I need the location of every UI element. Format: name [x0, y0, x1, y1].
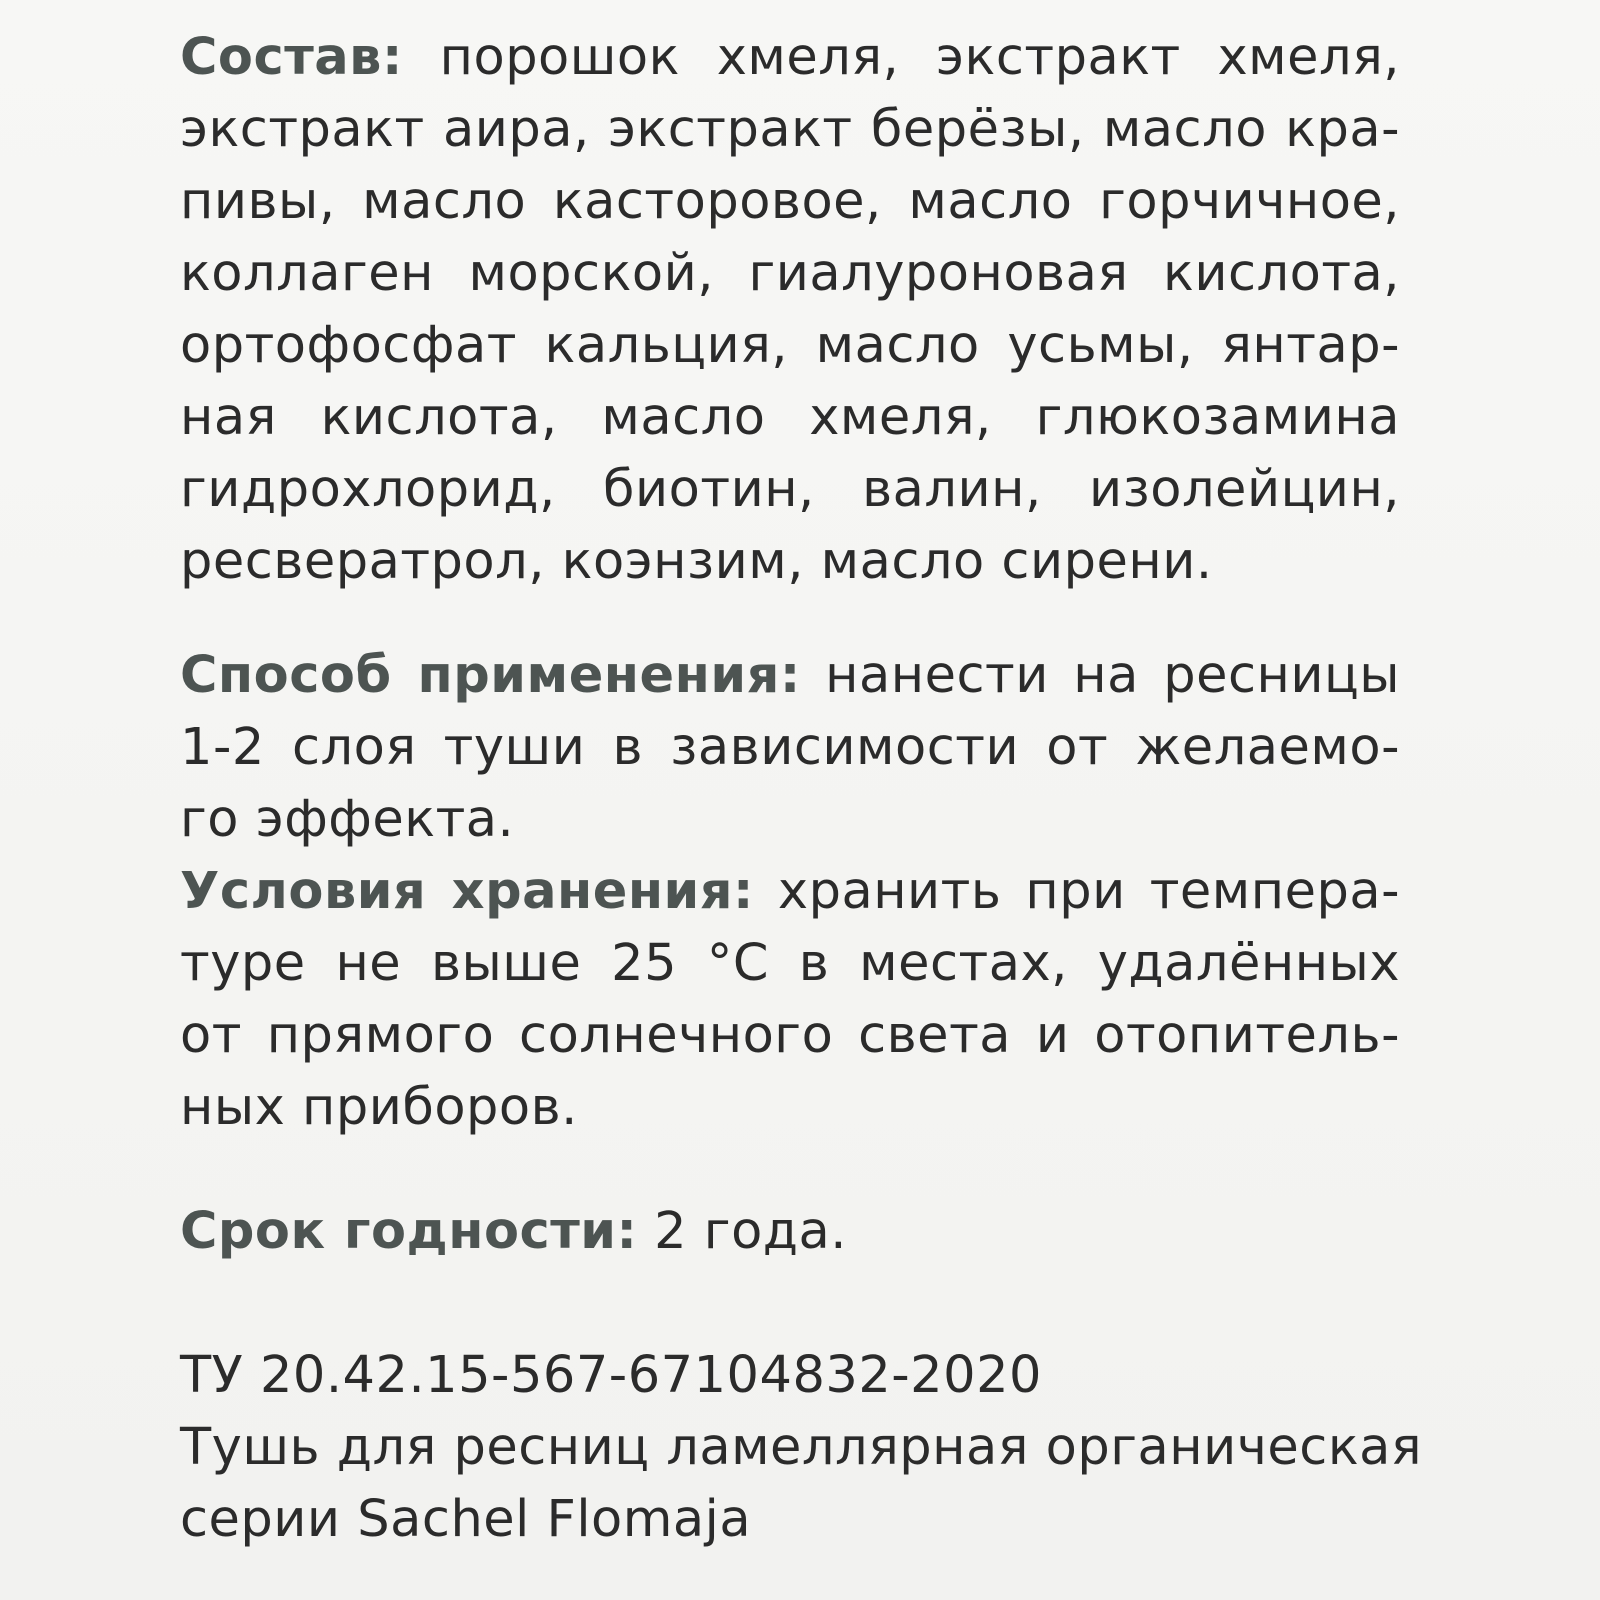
- usage-line-3: го эффекта.: [180, 790, 515, 849]
- composition-line-8: ресвератрол, коэнзим, масло сирени.: [180, 532, 1213, 591]
- storage-section: [180, 856, 1400, 1144]
- product-name-line-1: Тушь для ресниц ламеллярная органическая: [180, 1418, 1423, 1477]
- storage-text-1: хранить при темпера-: [777, 862, 1400, 921]
- usage-text-1: нанести на ресницы: [825, 646, 1400, 705]
- composition-line-4: коллаген морской, гиалуроновая кислота,: [180, 244, 1400, 303]
- shelf-life-heading: Срок годности:: [180, 1202, 638, 1261]
- composition-heading: Состав:: [180, 28, 403, 87]
- shelf-life-line: [180, 1196, 1400, 1268]
- footer-section: [180, 1340, 1423, 1556]
- usage-section: [180, 640, 1400, 856]
- storage-line-1: [180, 856, 1400, 928]
- storage-line-3: от прямого солнечного света и отопитель-: [180, 1006, 1400, 1065]
- storage-line-2: туре не выше 25 °С в местах, удалённых: [180, 934, 1400, 993]
- composition-line-2: экстракт аира, экстракт берёзы, масло кра-: [180, 100, 1400, 159]
- usage-line-1: [180, 640, 1400, 712]
- composition-line-7: гидрохлорид, биотин, валин, изолейцин,: [180, 460, 1400, 519]
- storage-line-4: ных приборов.: [180, 1078, 578, 1137]
- composition-section: [180, 22, 1400, 598]
- composition-line-6: ная кислота, масло хмеля, глюкозамина: [180, 388, 1400, 447]
- product-name-line-2: серии Sachel Flomaja: [180, 1490, 752, 1549]
- tech-spec-code: ТУ 20.42.15-567-67104832-2020: [180, 1346, 1042, 1405]
- usage-line-2: 1-2 слоя туши в зависимости от желаемо-: [180, 718, 1400, 777]
- storage-heading: Условия хранения:: [180, 862, 754, 921]
- shelf-life-value: 2 года.: [654, 1202, 848, 1261]
- composition-line-1: [180, 22, 1400, 94]
- usage-heading: Способ применения:: [180, 646, 801, 705]
- composition-line-3: пивы, масло касторовое, масло горчичное,: [180, 172, 1400, 231]
- composition-text-1: порошок хмеля, экстракт хмеля,: [439, 28, 1401, 87]
- composition-line-5: ортофосфат кальция, масло усьмы, янтар-: [180, 316, 1400, 375]
- shelf-life-section: [180, 1196, 1400, 1268]
